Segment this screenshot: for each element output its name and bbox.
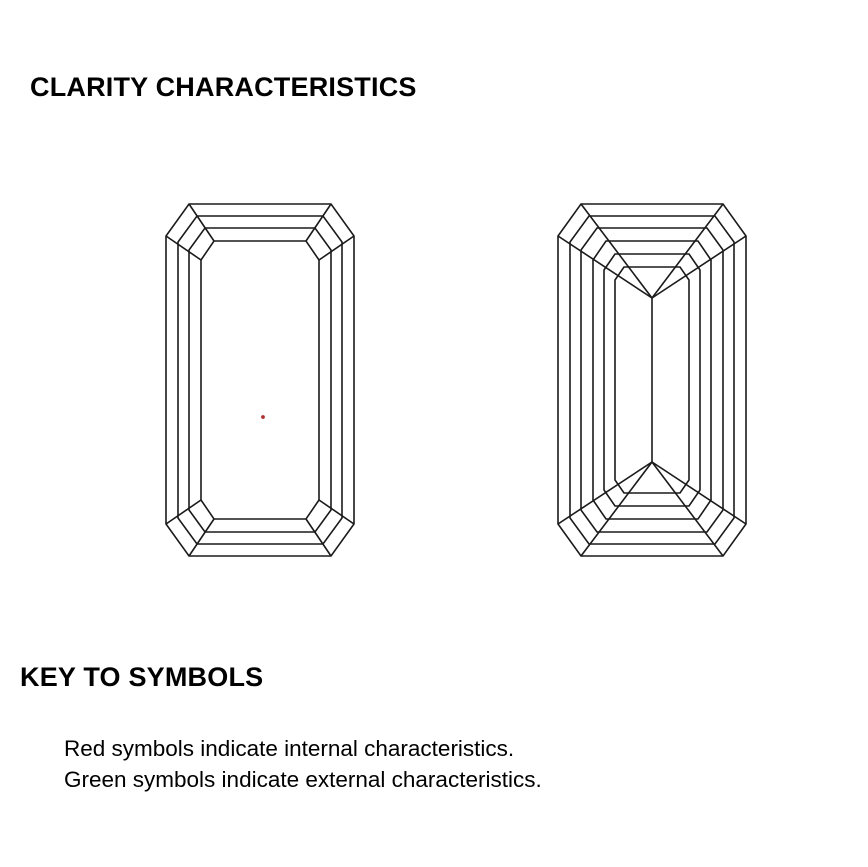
key-to-symbols-heading: KEY TO SYMBOLS xyxy=(20,662,264,692)
emerald-cut-pavilion-view xyxy=(537,180,767,580)
clarity-characteristics-heading: CLARITY CHARACTERISTICS xyxy=(30,72,417,102)
emerald-cut-crown-view xyxy=(145,180,375,580)
pavilion-view-svg xyxy=(537,180,767,580)
legend-line-external: Green symbols indicate external characteristics. xyxy=(64,767,542,792)
symbol-legend xyxy=(64,733,542,795)
crown-view-svg xyxy=(145,180,375,580)
diagram-area xyxy=(0,180,868,610)
girdle-outline xyxy=(166,204,354,556)
legend-line-internal: Red symbols indicate internal characteristics. xyxy=(64,736,515,761)
inclusion-pinpoint-internal xyxy=(261,415,265,419)
